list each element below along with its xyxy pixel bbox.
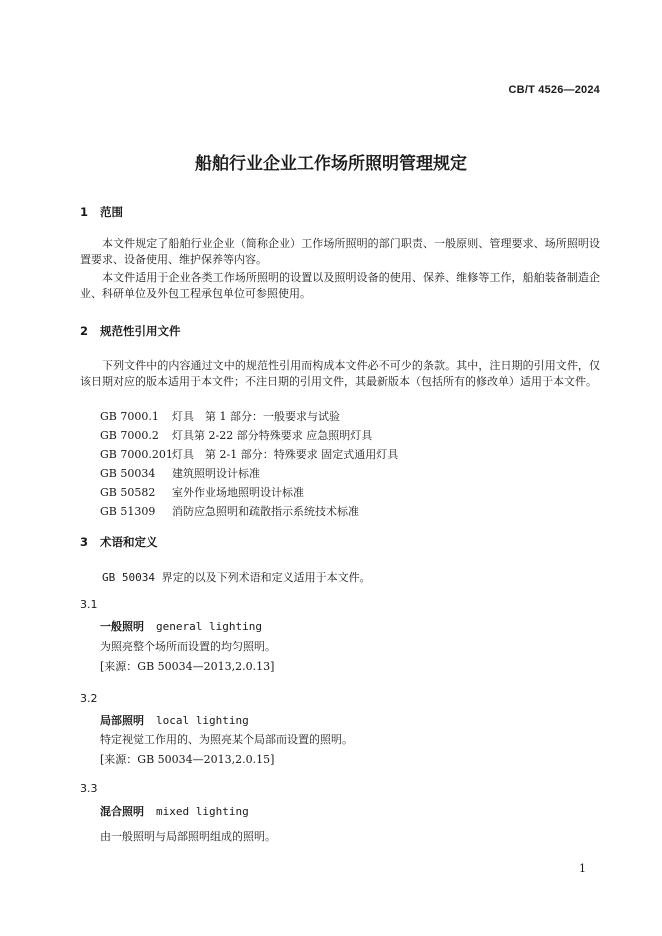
section-3-heading	[80, 534, 158, 550]
section-title: 规范性引用文件	[100, 324, 181, 338]
reference-item	[100, 465, 260, 481]
reference-code: GB 50034	[100, 467, 156, 480]
reference-code: GB 50582	[100, 486, 156, 499]
term-definition: 由一般照明与局部照明组成的照明。	[100, 830, 276, 843]
term-en: local lighting	[156, 714, 249, 727]
section-1-heading	[80, 204, 123, 220]
term-en: general lighting	[156, 620, 262, 633]
section-2-heading	[80, 323, 181, 339]
paragraph: 本文件规定了船舶行业企业（简称企业）工作场所照明的部门职责、一般原则、管理要求、场所照明设置要求、设备使用、维护保养等内容。	[80, 237, 600, 266]
paragraph: 本文件适用于企业各类工作场所照明的设置以及照明设备的使用、保养、维修等工作，船舶装备制造企业、科研单位及外包工程承包单位可参照使用。	[80, 271, 600, 300]
reference-code: GB 7000.2	[100, 429, 159, 442]
term-source: [来源：GB 50034—2013,2.0.13]	[100, 660, 275, 673]
reference-title: 灯具 第 2-1 部分：特殊要求 固定式通用灯具	[172, 448, 399, 461]
reference-code: GB 7000.1	[100, 410, 159, 423]
term-zh: 一般照明	[100, 620, 144, 633]
reference-title: 室外作业场地照明设计标准	[172, 486, 304, 499]
reference-title: 灯具第 2-22 部分特殊要求 应急照明灯具	[172, 429, 373, 442]
term-entry	[100, 803, 249, 819]
clause-number: 3.1	[80, 598, 98, 611]
clause-number: 3.3	[80, 782, 98, 795]
section-number: 1	[80, 205, 89, 219]
reference-item	[100, 408, 340, 424]
reference-item	[100, 484, 304, 500]
clause-number: 3.2	[80, 692, 98, 705]
term-definition: 为照亮整个场所而设置的均匀照明。	[100, 640, 276, 653]
section-number: 3	[80, 535, 89, 549]
reference-code: GB 51309	[100, 505, 156, 518]
term-en: mixed lighting	[156, 805, 249, 818]
term-zh: 混合照明	[100, 805, 144, 818]
term-entry	[100, 712, 249, 728]
reference-item	[100, 446, 398, 462]
document-title: 船舶行业企业工作场所照明管理规定	[195, 154, 467, 174]
section-title: 范围	[100, 205, 123, 219]
term-zh: 局部照明	[100, 714, 144, 727]
reference-item	[100, 427, 372, 443]
page-number: 1	[579, 862, 586, 875]
reference-code: GB 7000.201	[100, 448, 173, 461]
reference-title: 灯具 第 1 部分：一般要求与试验	[172, 410, 340, 423]
term-definition: 特定视觉工作用的、为照亮某个局部而设置的照明。	[100, 733, 353, 746]
reference-title: 建筑照明设计标准	[172, 467, 260, 480]
reference-item	[100, 503, 359, 519]
paragraph: GB 50034 界定的以及下列术语和定义适用于本文件。	[102, 571, 371, 584]
paragraph: 下列文件中的内容通过文中的规范性引用而构成本文件必不可少的条款。其中，注日期的引用文件，仅该日期对应的版本适用于本文件；不注日期的引用文件，其最新版本（包括所有的修改单）适用于本文件。	[80, 359, 600, 388]
section-title: 术语和定义	[100, 535, 158, 549]
term-entry	[100, 618, 262, 634]
standard-code: CB/T 4526—2024	[508, 84, 600, 96]
term-source: [来源：GB 50034—2013,2.0.15]	[100, 753, 275, 766]
reference-title: 消防应急照明和疏散指示系统技术标准	[172, 505, 359, 518]
section-number: 2	[80, 324, 89, 338]
